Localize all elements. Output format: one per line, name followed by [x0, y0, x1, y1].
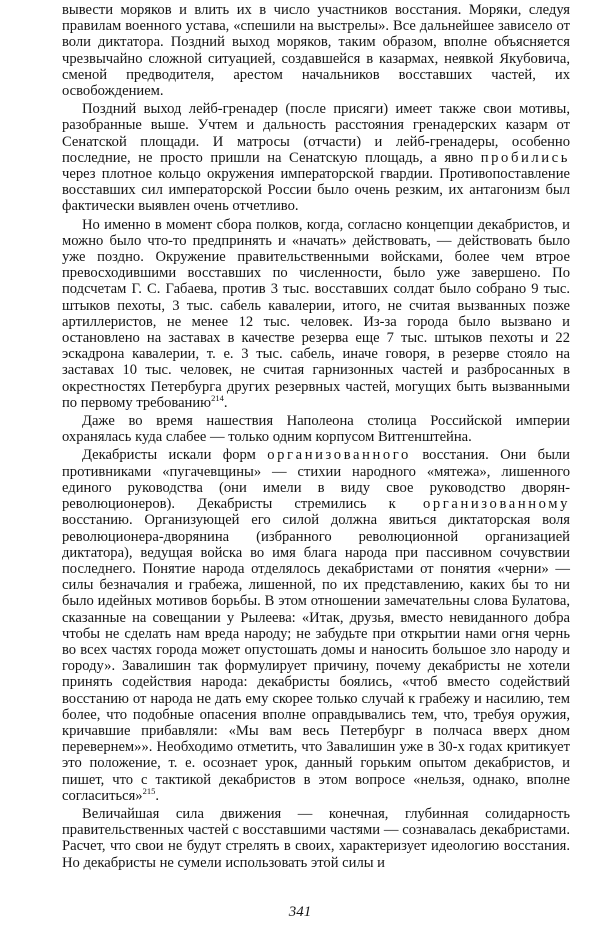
text-run: .: [223, 394, 228, 411]
paragraph: [62, 101, 570, 214]
footnote-ref: 215: [142, 785, 156, 796]
text-run: восстания. Они были противниками «пугачевщины» — стихии народного «мятежа», лишенного единого руководства (они имели в виду свое руководство дворян-революционеров). Декабристы стремились: [62, 447, 570, 513]
text-run: Величайшая сила движения — конечная, глубинная солидарность правительственных частей с восставшими частями — сознавалась декабристами. Расчет, что свои не будут стрелять в своих, характеризует идеологию восстания. Но декабристы не сумели использовать этой силы и: [62, 805, 570, 871]
text-run: Поздний выход лейб-гренадер (после присяги) имеет также свои мотивы, разобранные выше. Учтем и дальность расстояния гренадерских казарм от Сенатской площади. И матросы (отчасти) и лейб-гренадеры, особенно последние, не просто пришли на Сенатскую площадь, а явно: [62, 101, 570, 166]
text-run: восстанию. Организующей его силой должна явиться диктаторская воля революционера-дворянина (избранного революционной организацией диктатора), ведущая войска во имя блага народа при пассивном сочувствии последнего. Понятие народа отделялось декабристами от понятия «черни» — силы безначалия и грабежа, лишенной, по их представлению, каких бы то ни было идейных мотивов борьбы. В этом отношении замечательны слова Булатова, сказанные на совещании у Рылеева: «Итак, друзья, вместо невиданного добра чтобы не сделать нам вреда народу; не забудьте при открытии нами огня чернь во всех частях города может опустошать домы и наносить большое зло народу и городу». Завалишин так формулирует причину, почему декабристы не хотели принять содействия народа: декабристы боялись, «чтоб вместо содействий восстанию от народа не дать ему скорее только случай к грабежу и насилию, тем более, что подобные опасения вполне оправдывались тем, что, требуя оружия, кричавшие прибавляли: «Мы вам весь Петербург в полчаса вверх дном перевернем»». Необходимо отметить, что Завалишин уже в 30-х годах критикует это положение, т. е. осознает урок, данный горьким опытом декабристов, и пишет, что с тактикой декабристов в этом вопросе «нельзя, однако, вполне согласиться»: [62, 512, 570, 804]
spaced-emphasis: к организованному: [388, 496, 570, 513]
page-number: 341: [288, 904, 312, 920]
text-run: .: [155, 787, 159, 804]
paragraph: [62, 217, 570, 411]
text-run: вывести моряков и влить их в число участников восстания. Моряки, следуя правилам военного устава, «спешили на выстрелы». Все дальнейшее зависело от воли диктатора. Поздний выход моряков, таким образом, вполне объясняется чрезвычайно сложной ситуацией, создавшейся в казармах, неявкой Якубовича, сменой предводителя, арестом начальников восставших частей, их освобождением.: [62, 2, 570, 100]
paragraph: [62, 806, 570, 871]
text-run: Декабристы искали форм: [82, 447, 268, 464]
paragraph: [62, 413, 570, 445]
text-run: Но именно в момент сбора полков, когда, согласно концепции декабристов, и можно было что-то предпринять и «начать» действовать, — действовать было уже поздно. Окружение правительственными войсками, более чем втрое превосходившими восставших по численности, было уже завершено. По подсчетам Г. С. Габаева, против 3 тыс. восставших солдат было собрано 9 тыс. штыков пехоты, 3 тыс. сабель кавалерии, итого, не считая вызванных позже артиллеристов, не менее 12 тыс. человек. Из-за города было вызвано и остановлено на заставах в качестве резерва еще 7 тыс. штыков пехоты и 22 эскадрона кавалерии, т. е. 3 тыс. сабель, иначе говоря, в резерве стояло на заставах 10 тыс. человек, не считая гарнизонных частей и разбросанных в окрестностях Петербурга других резервных частей, могущих быть вызванными по первому требованию: [62, 216, 570, 411]
paragraph: [62, 447, 570, 803]
text-run: Даже во время нашествия Наполеона столица Российской империи охранялась куда слабее — только одним корпусом Витгенштейна.: [62, 413, 570, 446]
paragraph: [62, 2, 570, 99]
spaced-emphasis: организованного: [267, 447, 411, 464]
spaced-emphasis: пробились: [480, 149, 570, 166]
page-body: [62, 2, 570, 873]
text-run: через плотное кольцо окружения императорской гвардии. Противопоставление восставших сил императорской России было очень резким, их антагонизм был фактически выявлен очень отчетливо.: [62, 166, 570, 215]
footnote-ref: 214: [211, 393, 224, 404]
